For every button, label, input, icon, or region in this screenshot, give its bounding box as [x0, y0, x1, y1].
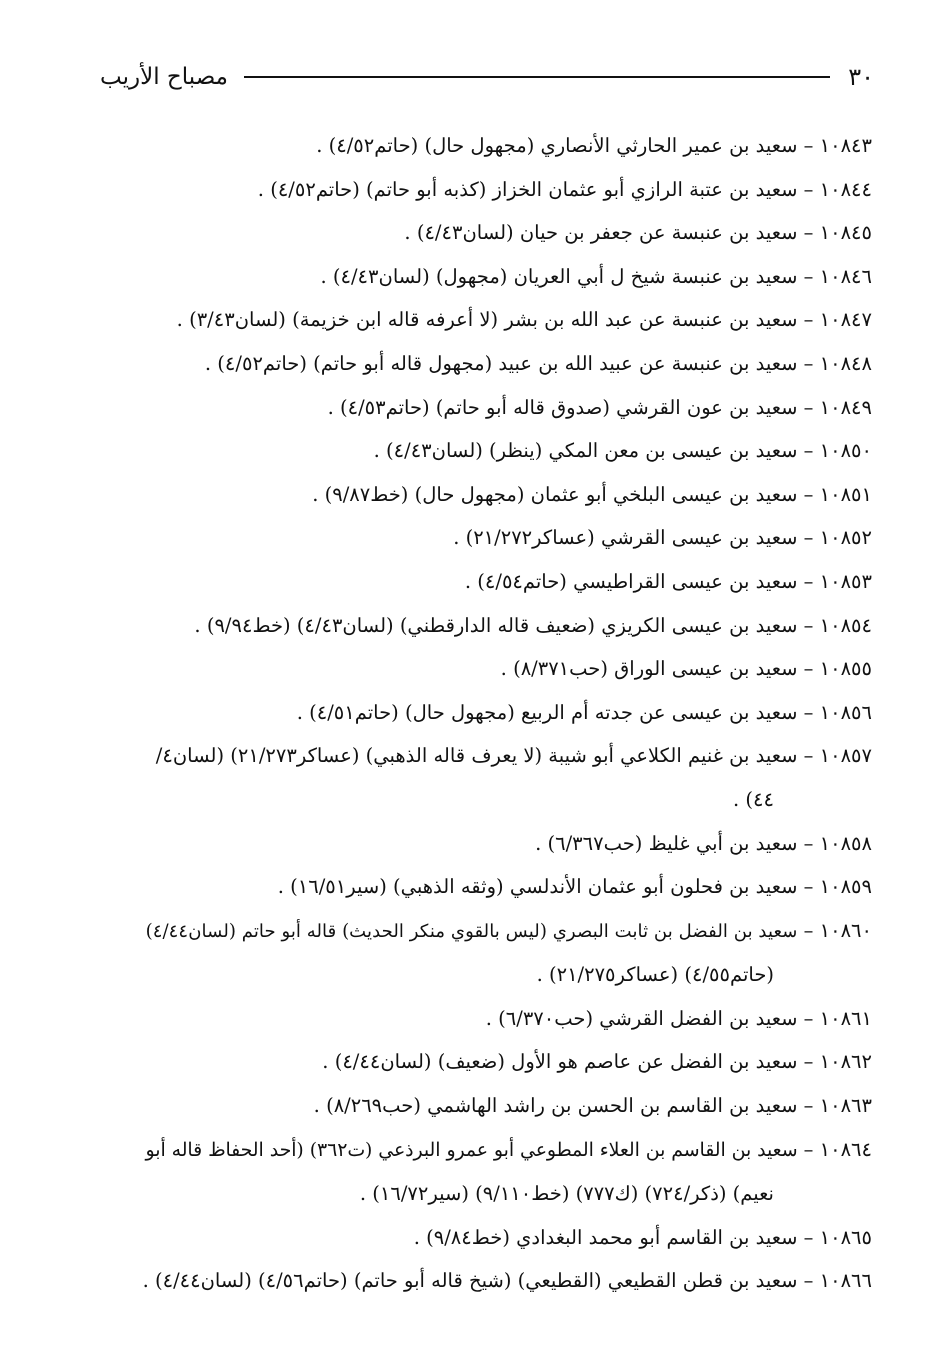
entry: ١٠٨٦٤ – سعيد بن القاسم بن العلاء المطوعي أبو عمرو البرذعي (ت٣٦٢) (أحد الحفاظ قاله أبو نعيم) (ذكر/٧٢٤) (ك٧٧٧) (خط٩/١١٠) (سير١٦/٧٢) . [100, 1128, 872, 1216]
entry-number: ١٠٨٤٧ [819, 308, 872, 332]
entry: ١٠٨٥٢ – سعيد بن عيسى القرشي (عساكر٢١/٢٧٢) . [453, 526, 872, 550]
entry-text: سعيد بن عتبة الرازي أبو عثمان الخزاز (كذبه أبو حاتم) (حاتم٤/٥٢) . [257, 177, 798, 201]
entry-text: سعيد بن عيسى القرشي (عساكر٢١/٢٧٢) . [453, 526, 798, 550]
entry: ١٠٨٥٠ – سعيد بن عيسى بن معن المكي (ينظر) (لسان٤/٤٣) . [373, 439, 872, 463]
entry-number: ١٠٨٤٨ [819, 351, 872, 375]
entry: ١٠٨٦٥ – سعيد بن القاسم أبو محمد البغدادي (خط٩/٨٤) . [413, 1225, 872, 1249]
entry: ١٠٨٤٦ – سعيد بن عنبسة شيخ ل أبي العريان (مجهول) (لسان٤/٤٣) . [320, 264, 872, 288]
entry-number: ١٠٨٥٣ [819, 569, 872, 593]
entry-number: ١٠٨٥٩ [819, 875, 872, 899]
entry: ١٠٨٤٥ – سعيد بن عنبسة عن جعفر بن حيان (لسان٤/٤٣) . [404, 221, 872, 245]
entry-number: ١٠٨٥٤ [819, 613, 872, 637]
entry: ١٠٨٥١ – سعيد بن عيسى البلخي أبو عثمان (مجهول حال) (خط٩/٨٧) . [312, 482, 872, 506]
entry-text: سعيد بن عنبسة عن عبيد الله بن عبيد (مجهول قاله أبو حاتم) (حاتم٤/٥٢) . [204, 351, 798, 375]
entry-number: ١٠٨٦١ [819, 1006, 872, 1030]
entry: ١٠٨٤٣ – سعيد بن عمير الحارثي الأنصاري (مجهول حال) (حاتم٤/٥٢) . [316, 134, 872, 157]
entry: ١٠٨٤٨ – سعيد بن عنبسة عن عبيد الله بن عبيد (مجهول قاله أبو حاتم) (حاتم٤/٥٢) . [204, 351, 872, 375]
entry-text: سعيد بن عون القرشي (صدوق قاله أبو حاتم) (حاتم٤/٥٣) . [327, 395, 798, 419]
entry: ١٠٨٥٦ – سعيد بن عيسى عن جدته أم الربيع (مجهول حال) (حاتم٤/٥١) . [296, 700, 872, 724]
entry-number: ١٠٨٦٣ [819, 1094, 872, 1118]
entry-number: ١٠٨٤٣ [819, 134, 872, 157]
entry-text: سعيد بن الفضل عن عاصم هو الأول (ضعيف) (لسان٤/٤٤) . [322, 1050, 798, 1074]
entry-number: ١٠٨٦٥ [819, 1225, 872, 1249]
entry: ١٠٨٥٤ – سعيد بن عيسى الكريزي (ضعيف قاله الدارقطني) (لسان٤/٤٣) (خط٩/٩٤) . [194, 613, 872, 637]
entry: ١٠٨٤٧ – سعيد بن عنبسة عن عبد الله بن بشر (لا أعرفه قاله ابن خزيمة) (لسان٣/٤٣) . [176, 308, 872, 332]
entry-number: ١٠٨٦٠ [819, 918, 872, 942]
entry-text: سعيد بن عيسى بن معن المكي (ينظر) (لسان٤/٤٣) . [373, 439, 798, 463]
entry-number: ١٠٨٦٦ [819, 1269, 872, 1293]
entry: ١٠٨٥٨ – سعيد بن أبي غليظ (حب٦/٣٦٧) . [535, 831, 872, 855]
running-title: مصباح الأريب [100, 64, 228, 90]
entry-text: سعيد بن غنيم الكلاعي أبو شيبة (لا يعرف قاله الذهبي) (عساكر٢١/٢٧٣) (لسان٤/ [155, 744, 798, 768]
entry-number: ١٠٨٤٩ [819, 395, 872, 419]
entry-number: ١٠٨٤٤ [819, 177, 872, 201]
entry: ١٠٨٦٢ – سعيد بن الفضل عن عاصم هو الأول (ضعيف) (لسان٤/٤٤) . [322, 1050, 872, 1074]
entry-text: سعيد بن القاسم أبو محمد البغدادي (خط٩/٨٤) . [413, 1225, 798, 1249]
entry-text: سعيد بن عمير الحارثي الأنصاري (مجهول حال) (حاتم٤/٥٢) . [316, 134, 798, 157]
entry: ١٠٨٥٧ – سعيد بن غنيم الكلاعي أبو شيبة (لا يعرف قاله الذهبي) (عساكر٢١/٢٧٣) (لسان٤/ ٤٤) . [100, 734, 872, 821]
entry: ١٠٨٤٩ – سعيد بن عون القرشي (صدوق قاله أبو حاتم) (حاتم٤/٥٣) . [327, 395, 872, 419]
entry-text: سعيد بن عيسى الكريزي (ضعيف قاله الدارقطني) (لسان٤/٤٣) (خط٩/٩٤) . [194, 613, 798, 637]
entry-text: سعيد بن عيسى الوراق (حب٨/٣٧١) . [500, 657, 798, 681]
entry-text: سعيد بن أبي غليظ (حب٦/٣٦٧) . [535, 831, 798, 855]
entry: ١٠٨٥٣ – سعيد بن عيسى القراطيسي (حاتم٤/٥٤) . [464, 569, 872, 593]
entry: ١٠٨٦٦ – سعيد بن قطن القطيعي (القطيعي) (شيخ قاله أبو حاتم) (حاتم٤/٥٦) (لسان٤/٤٤) . [142, 1269, 872, 1293]
entry-text: سعيد بن الفضل القرشي (حب٦/٣٧٠) . [485, 1006, 798, 1030]
entry-number: ١٠٨٥١ [819, 482, 872, 506]
entry-text: سعيد بن عنبسة عن جعفر بن حيان (لسان٤/٤٣) . [404, 221, 798, 245]
entry-text: سعيد بن القاسم بن الحسن بن راشد الهاشمي (حب٨/٢٦٩) . [313, 1094, 798, 1118]
entry-list [100, 124, 872, 1303]
entry-text: سعيد بن عيسى البلخي أبو عثمان (مجهول حال) (خط٩/٨٧) . [312, 482, 798, 506]
entry-number: ١٠٨٥٦ [819, 700, 872, 724]
entry-number: ١٠٨٥٧ [819, 744, 872, 768]
entry-number: ١٠٨٥٨ [819, 831, 872, 855]
entry-continuation: نعيم) (ذكر/٧٢٤) (ك٧٧٧) (خط٩/١١٠) (سير١٦/٧٢) . [359, 1182, 774, 1206]
entry-text: سعيد بن عيسى عن جدته أم الربيع (مجهول حال) (حاتم٤/٥١) . [296, 700, 798, 724]
entry: ١٠٨٦١ – سعيد بن الفضل القرشي (حب٦/٣٧٠) . [485, 1006, 872, 1030]
page-number: ٣٠ [848, 63, 874, 91]
header-rule [244, 76, 830, 78]
entry-text: سعيد بن القاسم بن العلاء المطوعي أبو عمرو البرذعي (ت٣٦٢) (أحد الحفاظ قاله أبو [145, 1139, 798, 1161]
entry-number: ١٠٨٥٥ [819, 657, 872, 681]
entry-continuation: (حاتم٤/٥٥) (عساكر٢١/٢٧٥) . [536, 963, 774, 987]
entry-number: ١٠٨٥٢ [819, 526, 872, 550]
entry-number: ١٠٨٥٠ [819, 439, 872, 463]
entry: ١٠٨٥٥ – سعيد بن عيسى الوراق (حب٨/٣٧١) . [500, 657, 872, 681]
entry-text: سعيد بن عنبسة شيخ ل أبي العريان (مجهول) (لسان٤/٤٣) . [320, 264, 798, 288]
entry-number: ١٠٨٤٦ [819, 264, 872, 288]
entry-text: سعيد بن قطن القطيعي (القطيعي) (شيخ قاله أبو حاتم) (حاتم٤/٥٦) (لسان٤/٤٤) . [142, 1269, 798, 1293]
entry: ١٠٨٦٠ – سعيد بن الفضل بن ثابت البصري (ليس بالقوي منكر الحديث) قاله أبو حاتم (لسان٤/٤٤) (حاتم٤/٥٥) (عساكر٢١/٢٧٥) . [100, 909, 872, 997]
entry-number: ١٠٨٦٤ [819, 1137, 872, 1161]
entry-text: سعيد بن الفضل بن ثابت البصري (ليس بالقوي منكر الحديث) قاله أبو حاتم (لسان٤/٤٤) [145, 920, 798, 942]
page-header [100, 62, 874, 92]
entry: ١٠٨٤٤ – سعيد بن عتبة الرازي أبو عثمان الخزاز (كذبه أبو حاتم) (حاتم٤/٥٢) . [257, 177, 872, 201]
entry-text: سعيد بن عنبسة عن عبد الله بن بشر (لا أعرفه قاله ابن خزيمة) (لسان٣/٤٣) . [176, 308, 798, 332]
entry: ١٠٨٦٣ – سعيد بن القاسم بن الحسن بن راشد الهاشمي (حب٨/٢٦٩) . [313, 1094, 872, 1118]
entry-continuation: ٤٤) . [733, 787, 774, 811]
entry-number: ١٠٨٤٥ [819, 221, 872, 245]
entry-text: سعيد بن عيسى القراطيسي (حاتم٤/٥٤) . [464, 569, 798, 593]
entry: ١٠٨٥٩ – سعيد بن فحلون أبو عثمان الأندلسي (وثقه الذهبي) (سير١٦/٥١) . [277, 875, 872, 899]
entry-text: سعيد بن فحلون أبو عثمان الأندلسي (وثقه الذهبي) (سير١٦/٥١) . [277, 875, 798, 899]
entry-number: ١٠٨٦٢ [819, 1050, 872, 1074]
